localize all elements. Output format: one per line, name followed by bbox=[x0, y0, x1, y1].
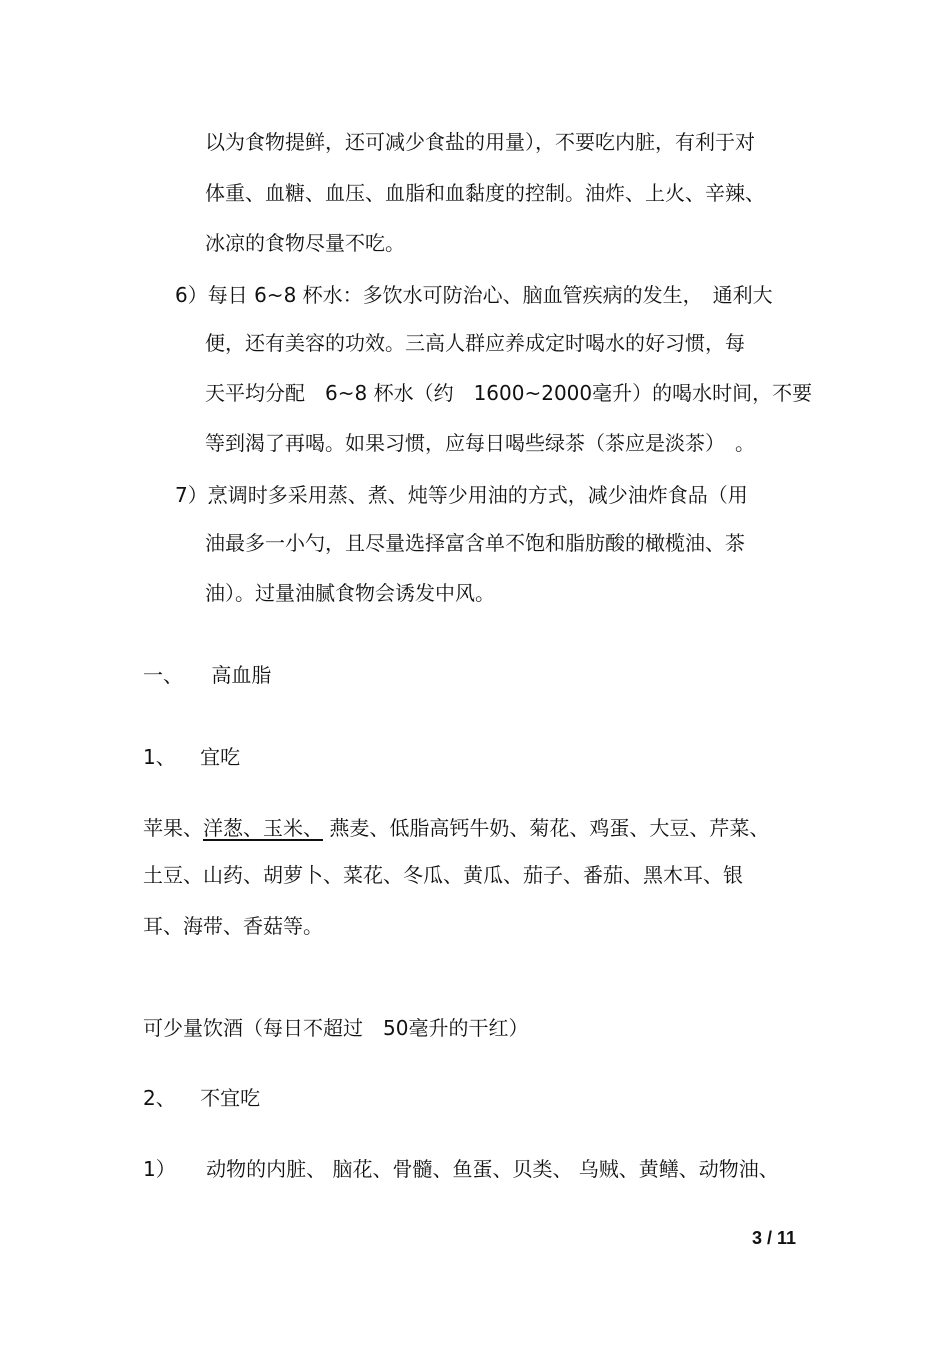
para6-line1: 6）每日 6~8 杯水：多饮水可防治心、脑血管疾病的发生， 通利大 bbox=[175, 283, 773, 307]
section-title: 高血脂 bbox=[211, 663, 272, 687]
para7-line3: 油）。过量油腻食物会诱发中风。 bbox=[205, 581, 495, 605]
item-text: 动物的内脏、 脑花、骨髓、鱼蛋、贝类、 乌贼、黄鳝、动物油、 bbox=[206, 1157, 779, 1181]
para6-line3: 天平均分配 6~8 杯水（约 1600~2000毫升）的喝水时间，不要 bbox=[205, 381, 813, 405]
good-foods-line3: 耳、海带、香菇等。 bbox=[143, 914, 323, 938]
section-heading bbox=[143, 662, 271, 688]
bad-foods-item1 bbox=[143, 1156, 779, 1182]
subheading-number: 2、 bbox=[143, 1086, 176, 1110]
item-number: 1） bbox=[143, 1157, 176, 1181]
subheading-number: 1、 bbox=[143, 745, 176, 769]
para5-line1: 以为食物提鲜，还可减少食盐的用量），不要吃内脏，有利于对 bbox=[205, 130, 755, 154]
para5-line2: 体重、血糖、血压、血脂和血黏度的控制。油炸、上火、辛辣、 bbox=[205, 181, 765, 205]
wine-note: 可少量饮酒（每日不超过 50毫升的干红） bbox=[143, 1016, 529, 1040]
para6-line4: 等到渴了再喝。如果习惯，应每日喝些绿茶（茶应是淡茶） 。 bbox=[205, 431, 755, 455]
good-foods-text: 苹果、 bbox=[143, 816, 203, 840]
subheading-title: 不宜吃 bbox=[200, 1086, 261, 1110]
para7-line1: 7）烹调时多采用蒸、煮、炖等少用油的方式，减少油炸食品（用 bbox=[175, 483, 748, 507]
section-number: 一、 bbox=[143, 663, 183, 687]
good-foods-line1 bbox=[143, 815, 769, 841]
subheading-good bbox=[143, 744, 240, 770]
para7-line2: 油最多一小勺，且尽量选择富含单不饱和脂肪酸的橄榄油、茶 bbox=[205, 531, 745, 555]
page-number: 3 / 11 bbox=[752, 1228, 797, 1248]
good-foods-line2: 土豆、山药、胡萝卜、菜花、冬瓜、黄瓜、茄子、番茄、黑木耳、银 bbox=[143, 863, 743, 887]
subheading-title: 宜吃 bbox=[200, 745, 241, 769]
subheading-bad bbox=[143, 1085, 260, 1111]
good-foods-text: 燕麦、低脂高钙牛奶、菊花、鸡蛋、大豆、芹菜、 bbox=[323, 816, 770, 840]
para5-line3: 冰凉的食物尽量不吃。 bbox=[205, 231, 405, 255]
para6-line2: 便，还有美容的功效。三高人群应养成定时喝水的好习惯，每 bbox=[205, 331, 745, 355]
good-foods-underlined: 洋葱、玉米、 bbox=[203, 816, 323, 840]
